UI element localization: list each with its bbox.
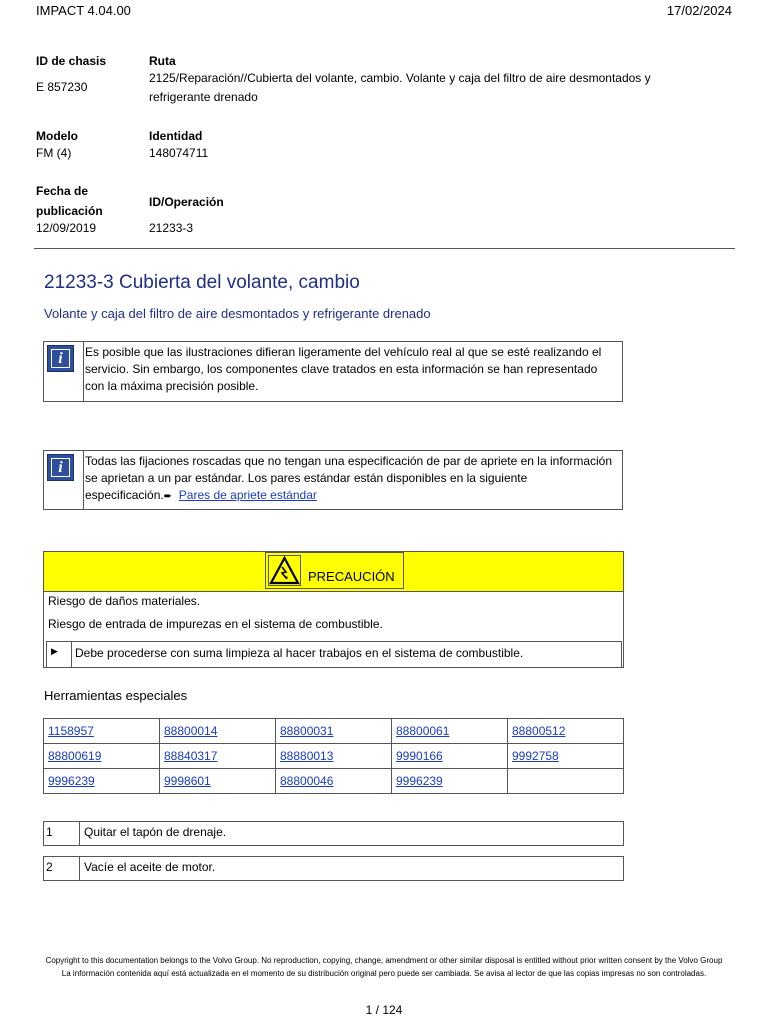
note-body: Todas las fijaciones roscadas que no tengan una especificación de par de apriete en la información se aprietan a un par estándar. Los pares estándar están disponibles en la siguiente especificación. (85, 454, 613, 502)
page-subtitle: Volante y caja del filtro de aire desmontados y refrigerante drenado (44, 306, 431, 321)
print-date: 17/02/2024 (666, 3, 732, 18)
caution-box (43, 551, 624, 668)
step-text: Vacíe el aceite de motor. (84, 860, 216, 874)
info-note-torque (43, 450, 623, 510)
info-note-illustrations (43, 341, 623, 402)
special-tools-title: Herramientas especiales (44, 688, 188, 703)
caution-instruction (46, 641, 622, 668)
table-row (44, 719, 624, 744)
operation-id-value: 21233-3 (149, 221, 194, 235)
copyright-notice: Copyright to this documentation belongs to the Volvo Group. No reproduction, copying, change, amendment or other similar disposal is entitled without prior written consent by the Volvo Group (45, 956, 723, 965)
tool-link[interactable]: 88800031 (280, 724, 334, 738)
electrical-hazard-warning-icon (268, 555, 301, 586)
tool-link[interactable]: 88800061 (396, 724, 450, 738)
note-icon-cell (44, 451, 84, 509)
step-2 (43, 856, 624, 881)
route-value: 2125/Reparación//Cubierta del volante, cambio. Volante y caja del filtro de aire desmontados y refrigerante drenado (149, 71, 651, 104)
caution-label: PRECAUCIÓN (308, 569, 395, 584)
chassis-label: ID de chasis (36, 54, 107, 68)
caution-header (44, 552, 623, 592)
model-label: Modelo (36, 129, 78, 143)
info-icon: i (47, 454, 74, 481)
caution-instruction-text: Debe procederse con suma limpieza al hacer trabajos en el sistema de combustible. (75, 646, 524, 660)
identity-label: Identidad (149, 129, 203, 143)
distribution-notice: La información contenida aquí está actualizada en el momento de su distribución original pero puede ser cambiada. Se avisa al lector de que las copias impresas no son controladas. (61, 968, 707, 978)
tool-link[interactable]: 88800512 (512, 724, 566, 738)
torque-spec-link[interactable]: Pares de apriete estándar (178, 488, 317, 502)
step-1 (43, 821, 624, 846)
table-row (44, 769, 624, 794)
caution-risk-1: Riesgo de daños materiales. (48, 594, 201, 608)
tool-link[interactable]: 9998601 (164, 774, 211, 788)
page-number: 1 / 124 (365, 1003, 403, 1017)
tool-link[interactable]: 88800014 (164, 724, 218, 738)
tool-link[interactable]: 88840317 (164, 749, 218, 763)
tool-link[interactable]: 9992758 (512, 749, 559, 763)
tool-link[interactable]: 9996239 (396, 774, 443, 788)
chassis-value: E 857230 (36, 80, 88, 94)
footer-legal (34, 955, 734, 980)
step-number: 2 (46, 860, 53, 874)
route-label: Ruta (149, 54, 176, 68)
app-version: IMPACT 4.04.00 (36, 3, 131, 18)
tool-link[interactable]: 9996239 (48, 774, 95, 788)
step-text: Quitar el tapón de drenaje. (84, 825, 227, 839)
bullet-arrow-icon: ▶ (51, 646, 58, 656)
header-divider (34, 248, 735, 249)
tool-link[interactable]: 88880013 (280, 749, 334, 763)
tool-link[interactable]: 9990166 (396, 749, 443, 763)
publication-date-value: 12/09/2019 (36, 221, 97, 235)
link-arrow-icon: ➨ (163, 491, 173, 502)
note-text: Es posible que las ilustraciones difieran ligeramente del vehículo real al que se esté realizando el servicio. Sin embargo, los componentes clave tratados en esta información se han representado con la máxima precisión posible. (85, 345, 602, 393)
identity-value: 148074711 (149, 146, 209, 160)
note-text (85, 453, 618, 505)
model-value: FM (4) (36, 146, 72, 160)
step-number: 1 (46, 825, 53, 839)
table-row (44, 744, 624, 769)
tool-link[interactable]: 1158957 (48, 724, 94, 738)
operation-id-label: ID/Operación (149, 195, 224, 209)
info-icon: i (47, 345, 74, 372)
caution-title-box (265, 552, 404, 589)
publication-date-label-line1: Fecha de (36, 184, 89, 198)
note-icon-cell (44, 342, 84, 401)
special-tools-table (43, 718, 624, 794)
caution-risk-2: Riesgo de entrada de impurezas en el sistema de combustible. (48, 617, 383, 631)
tool-link[interactable]: 88800619 (48, 749, 102, 763)
empty-cell (508, 769, 624, 794)
tool-link[interactable]: 88800046 (280, 774, 334, 788)
publication-date-label-line2: publicación (36, 204, 103, 218)
page-title: 21233-3 Cubierta del volante, cambio (44, 272, 360, 293)
